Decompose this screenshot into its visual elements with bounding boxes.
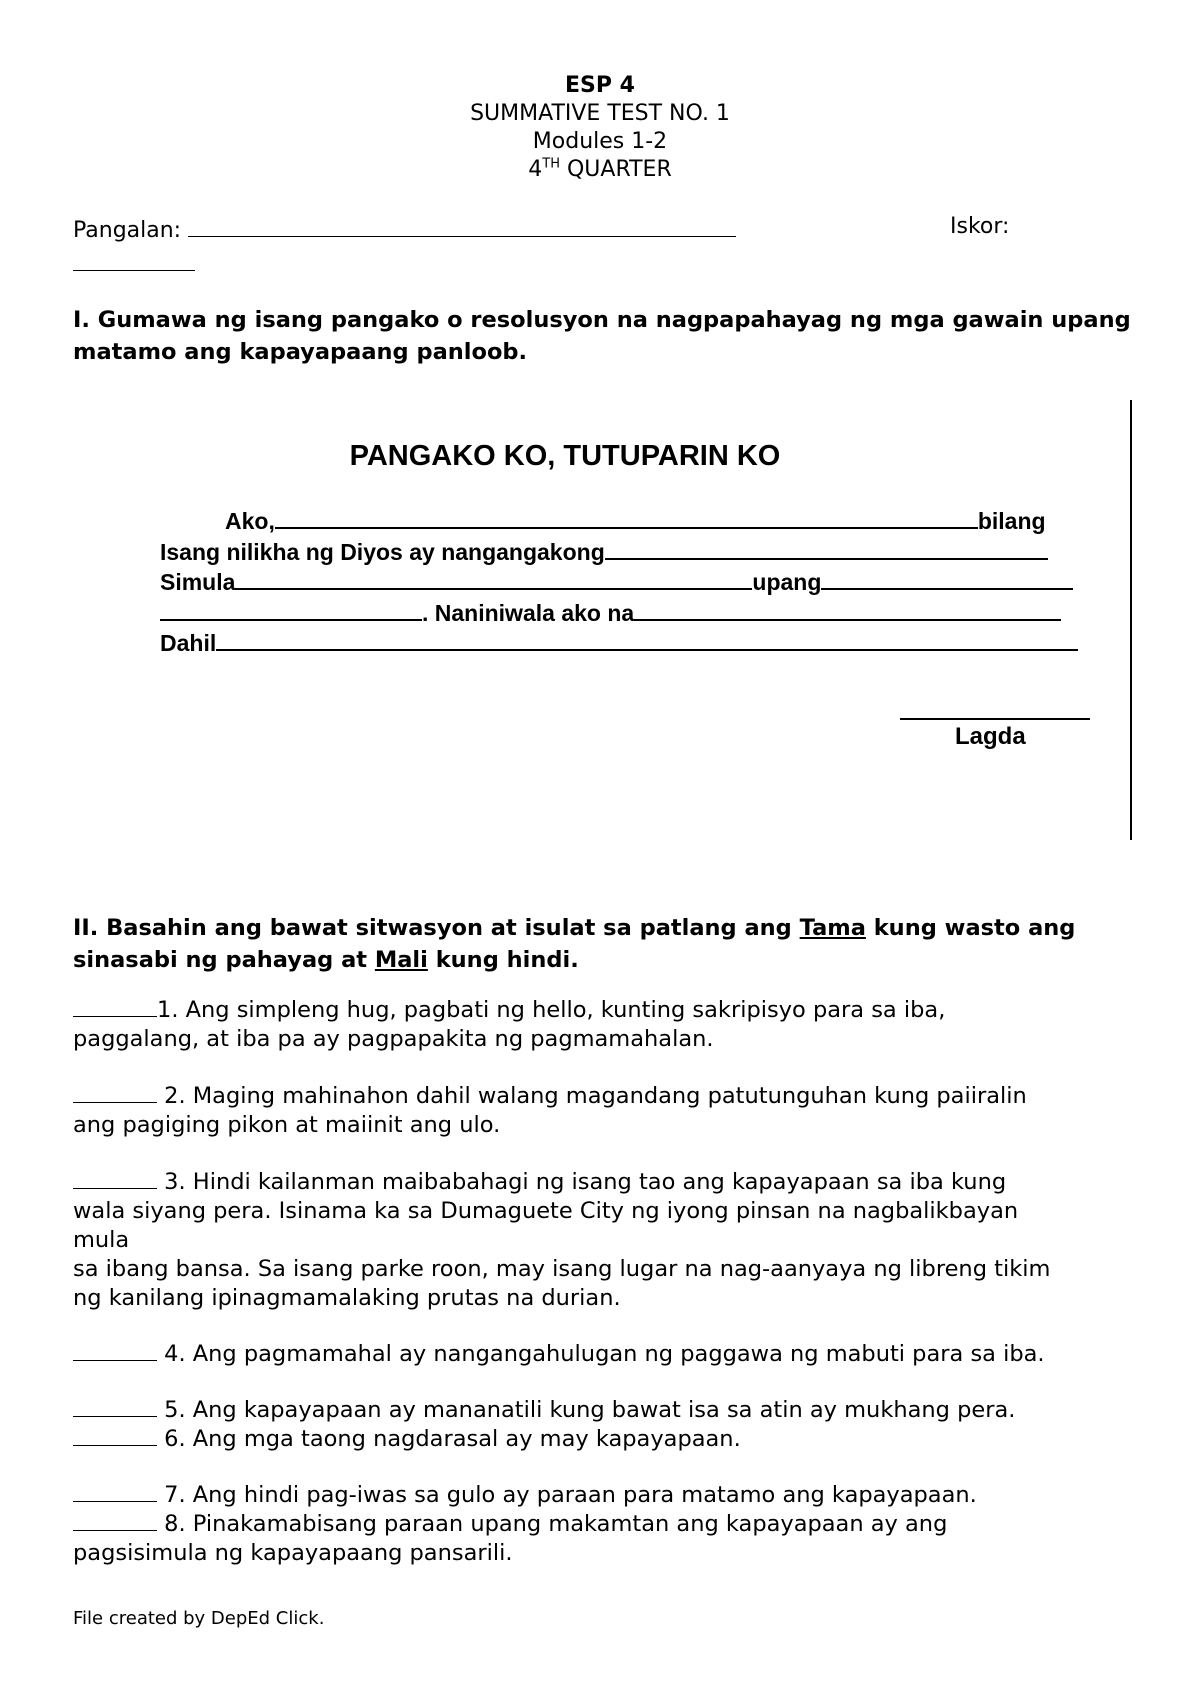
belief-blank[interactable] (634, 597, 1061, 621)
name-pledge-blank[interactable] (275, 505, 978, 529)
answer-blank[interactable] (73, 1082, 157, 1103)
score-label: Iskor: (950, 214, 1010, 239)
score-blank[interactable] (73, 270, 195, 271)
answer-blank[interactable] (73, 1340, 157, 1361)
answer-blank[interactable] (73, 1396, 157, 1417)
subject-title: ESP 4 (565, 73, 635, 98)
pledge-form (140, 400, 1132, 840)
signature-line[interactable] (900, 718, 1090, 720)
purpose-blank[interactable] (821, 566, 1073, 590)
answer-blank[interactable] (73, 1425, 157, 1446)
mali-word: Mali (374, 947, 428, 973)
pledge-naniniwala: . Naniniwala ako na (422, 600, 635, 626)
reason-blank[interactable] (216, 627, 1078, 651)
modules-label: Modules 1-2 (532, 129, 668, 154)
question-5: 5. Ang kapayapaan ay mananatili kung bawat isa sa atin ay mukhang pera. (73, 1396, 1143, 1425)
pledge-simula: Simula (160, 569, 236, 595)
question-1: 1. Ang simpleng hug, pagbati ng hello, kunting sakripisyo para sa iba, (73, 996, 1143, 1025)
answer-blank[interactable] (73, 1481, 157, 1502)
section2-title: II. Basahin ang bawat sitwasyon at isulat sa patlang ang Tama kung wasto ang sinasabi ng pahayag at Mali kung hindi. (73, 915, 1076, 973)
pledge-isang: Isang nilikha ng Diyos ay nangangakong (160, 539, 605, 565)
quarter-label: 4TH QUARTER (528, 156, 672, 182)
pledge-line-3 (160, 566, 1073, 597)
question-2: 2. Maging mahinahon dahil walang magandang patutunguhan kung paiiralin (73, 1082, 1143, 1111)
question-4: 4. Ang pagmamahal ay nangangahulugan ng paggawa ng mabuti para sa iba. (73, 1340, 1143, 1369)
answer-blank[interactable] (73, 996, 157, 1017)
section1-title: I. Gumawa ng isang pangako o resolusyon na nagpapahayag ng mga gawain upang matamo ang kapayapaang panloob. (73, 307, 1131, 365)
question-7: 7. Ang hindi pag-iwas sa gulo ay paraan para matamo ang kapayapaan. (73, 1481, 1143, 1510)
question-3: 3. Hindi kailanman maibabahagi ng isang tao ang kapayapaan sa iba kung (73, 1168, 1143, 1197)
name-blank[interactable] (188, 214, 736, 237)
pledge-title: PANGAKO KO, TUTUPARIN KO (349, 440, 781, 472)
answer-blank[interactable] (73, 1510, 157, 1531)
question-3-cont: mula (73, 1227, 130, 1253)
pledge-ako: Ako, (225, 508, 275, 534)
pledge-line-5 (160, 627, 1078, 658)
question-3-cont: wala siyang pera. Isinama ka sa Dumaguete City ng iyong pinsan na nagbalikbayan (73, 1198, 1019, 1224)
question-2-cont: ang pagiging pikon at maiinit ang ulo. (73, 1112, 501, 1138)
question-1-cont: paggalang, at iba pa ay pagpapakita ng pagmamahalan. (73, 1026, 714, 1052)
name-field[interactable] (73, 214, 736, 243)
pledge-bilang: bilang (977, 508, 1046, 534)
question-3-cont: sa ibang bansa. Sa isang parke roon, may isang lugar na nag-aanyaya ng libreng tikim (73, 1256, 1051, 1282)
continue-blank[interactable] (160, 597, 422, 621)
pledge-upang: upang (752, 569, 822, 595)
answer-blank[interactable] (73, 1168, 157, 1189)
document-header (0, 72, 1200, 184)
footer-credit: File created by DepEd Click. (73, 1608, 325, 1629)
name-label: Pangalan: (73, 218, 182, 243)
question-8-cont: pagsisimula ng kapayapaang pansarili. (73, 1540, 513, 1566)
test-title: SUMMATIVE TEST NO. 1 (470, 101, 730, 126)
start-blank[interactable] (235, 566, 752, 590)
question-8: 8. Pinakamabisang paraan upang makamtan ang kapayapaan ay ang (73, 1510, 1143, 1539)
pledge-dahil: Dahil (160, 630, 217, 656)
tama-word: Tama (799, 915, 866, 941)
pledge-line-1 (225, 505, 1046, 536)
question-6: 6. Ang mga taong nagdarasal ay may kapayapaan. (73, 1425, 1143, 1454)
pledge-line-4 (160, 597, 1061, 628)
signature-label: Lagda (955, 723, 1026, 750)
promise-blank[interactable] (605, 536, 1048, 560)
pledge-line-2 (160, 536, 1048, 567)
question-3-cont: ng kanilang ipinagmamalaking prutas na durian. (73, 1285, 621, 1311)
